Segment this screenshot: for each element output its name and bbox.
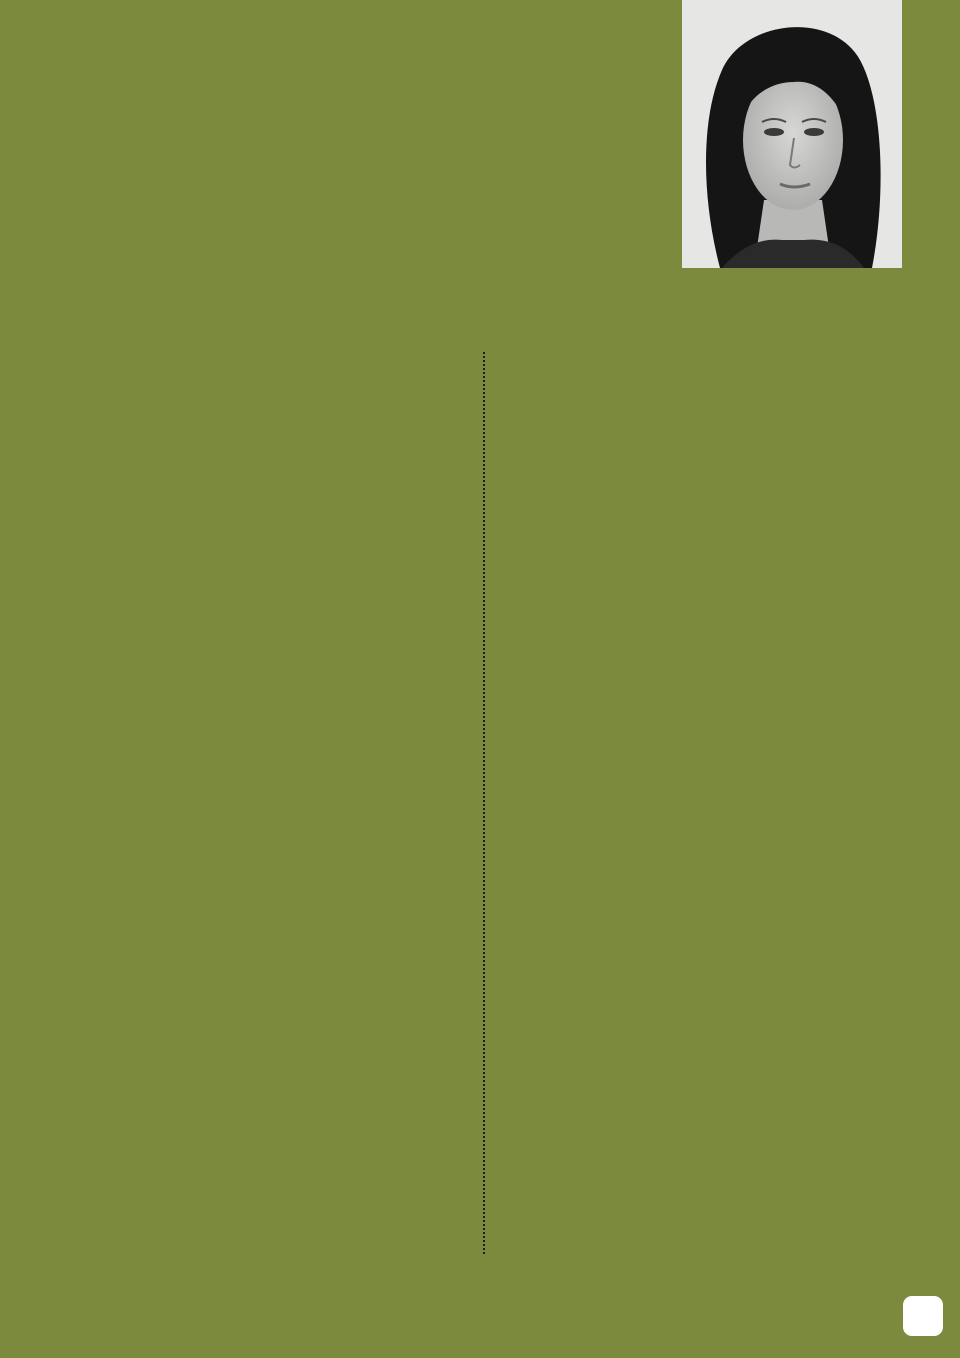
page-number [903, 1296, 943, 1336]
decorative-tile-pattern-bottom [0, 1296, 960, 1358]
portrait-photo [682, 0, 902, 268]
czech-letter-column [64, 348, 437, 364]
english-letter-column [528, 348, 901, 364]
column-divider [483, 352, 485, 1254]
